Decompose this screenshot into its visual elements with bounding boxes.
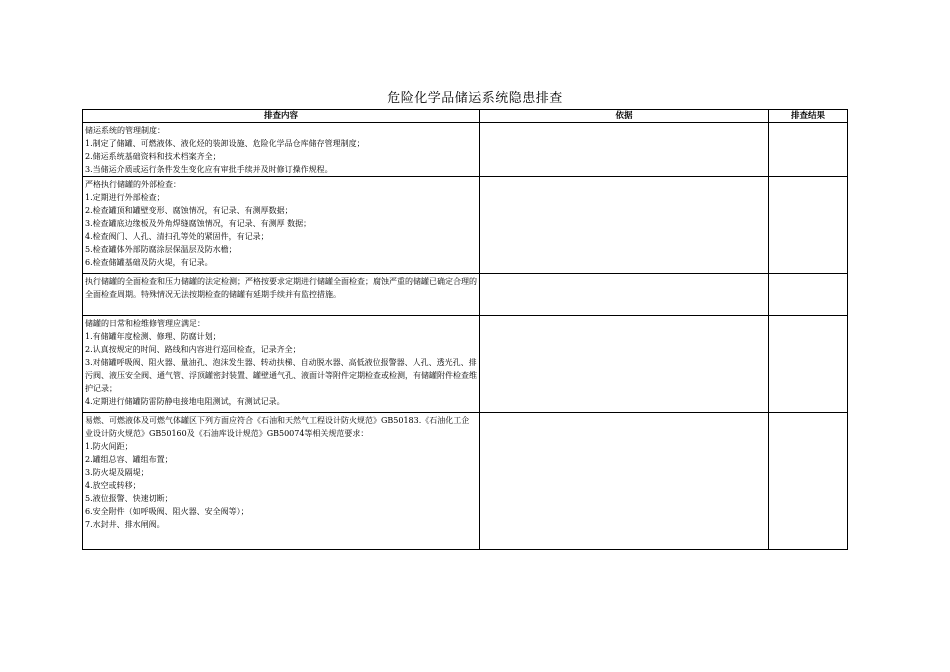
content-line: 执行储罐的全面检查和压力储罐的法定检测；严格按要求定期进行储罐全面检查；腐蚀严重的储罐已确定合理的全面检查周期。特殊情况无法按期检查的储罐有延期手续并有监控措施。 bbox=[85, 277, 477, 299]
content-line: 2.检查罐顶和罐壁变形、腐蚀情况，有记录、有测厚数据； bbox=[85, 206, 293, 215]
content-cell bbox=[83, 413, 480, 550]
content-line: 3.防火堤及隔堤； bbox=[85, 468, 149, 477]
inspection-table bbox=[82, 109, 848, 550]
content-line: 1.有储罐年度检测、修理、防腐计划； bbox=[85, 332, 221, 341]
result-cell bbox=[769, 413, 848, 550]
content-line: 4.检查阀门、人孔、清扫孔等处的紧固件，有记录； bbox=[85, 232, 269, 241]
content-line: 5.检查罐体外部防腐涂层保温层及防水檐； bbox=[85, 245, 237, 254]
result-cell bbox=[769, 316, 848, 413]
basis-cell bbox=[480, 413, 769, 550]
basis-cell bbox=[480, 123, 769, 177]
content-line: 2.罐组总容、罐组布置； bbox=[85, 455, 173, 464]
result-cell bbox=[769, 123, 848, 177]
basis-cell bbox=[480, 177, 769, 274]
header-result: 排查结果 bbox=[769, 110, 848, 123]
content-line: 2.认真按规定的时间、路线和内容进行巡回检查，记录齐全； bbox=[85, 345, 301, 354]
content-cell bbox=[83, 177, 480, 274]
content-line: 3.检查罐底边缘板及外角焊缝腐蚀情况，有记录、有测厚 数据； bbox=[85, 219, 312, 228]
document-title: 危险化学品储运系统隐患排查 bbox=[387, 91, 563, 106]
content-cell bbox=[83, 274, 480, 316]
result-cell bbox=[769, 177, 848, 274]
table-row bbox=[83, 274, 848, 316]
result-cell bbox=[769, 274, 848, 316]
header-basis: 依据 bbox=[480, 110, 769, 123]
content-line: 3.对储罐呼吸阀、阻火器、量油孔、泡沫发生器、转动扶梯、自动脱水器、高低液位报警器、人孔、透光孔、排污阀、液压安全阀、通气管、浮顶罐密封装置、罐壁通气孔、液面计等附件定期检查或检测，有储罐附件检查维护记录； bbox=[85, 358, 477, 393]
basis-cell bbox=[480, 274, 769, 316]
content-line: 7.水封井、排水闸阀。 bbox=[85, 520, 165, 529]
content-line: 易燃、可燃液体及可燃气体罐区下列方面应符合《石油和天然气工程设计防火规范》GB50183.《石油化工企业设计防火规范》GB50160及《石油库设计规范》GB50074等相关规范要求： bbox=[85, 416, 470, 438]
table-row bbox=[83, 123, 848, 177]
content-line: 储运系统的管理制度： bbox=[85, 126, 165, 135]
basis-cell bbox=[480, 316, 769, 413]
content-cell bbox=[83, 316, 480, 413]
table-row bbox=[83, 316, 848, 413]
content-line: 储罐的日常和检维修管理应满足： bbox=[85, 319, 205, 328]
content-line: 5.液位报警、快速切断； bbox=[85, 494, 173, 503]
content-line: 1.定期进行外部检查； bbox=[85, 193, 165, 202]
content-line: 2.储运系统基础资料和技术档案齐全； bbox=[85, 152, 221, 161]
content-line: 3.当储运介质或运行条件发生变化应有审批手续并及时修订操作规程。 bbox=[85, 165, 333, 174]
content-line: 1.制定了储罐、可燃液体、液化烃的装卸设施、危险化学品仓库储存管理制度； bbox=[85, 139, 365, 148]
content-line: 严格执行储罐的外部检查： bbox=[85, 180, 181, 189]
table-header-row bbox=[83, 110, 848, 123]
content-line: 6.检查储罐基础及防火堤，有记录。 bbox=[85, 258, 213, 267]
table-row bbox=[83, 413, 848, 550]
content-line: 4.放空或转移； bbox=[85, 481, 141, 490]
content-cell bbox=[83, 123, 480, 177]
table-row bbox=[83, 177, 848, 274]
content-line: 4.定期进行储罐防雷防静电接地电阻测试，有测试记录。 bbox=[85, 397, 285, 406]
content-line: 1.防火间距； bbox=[85, 442, 133, 451]
content-line: 6.安全附件（如呼吸阀、阻火器、安全阀等）； bbox=[85, 507, 249, 516]
header-content: 排查内容 bbox=[83, 110, 480, 123]
